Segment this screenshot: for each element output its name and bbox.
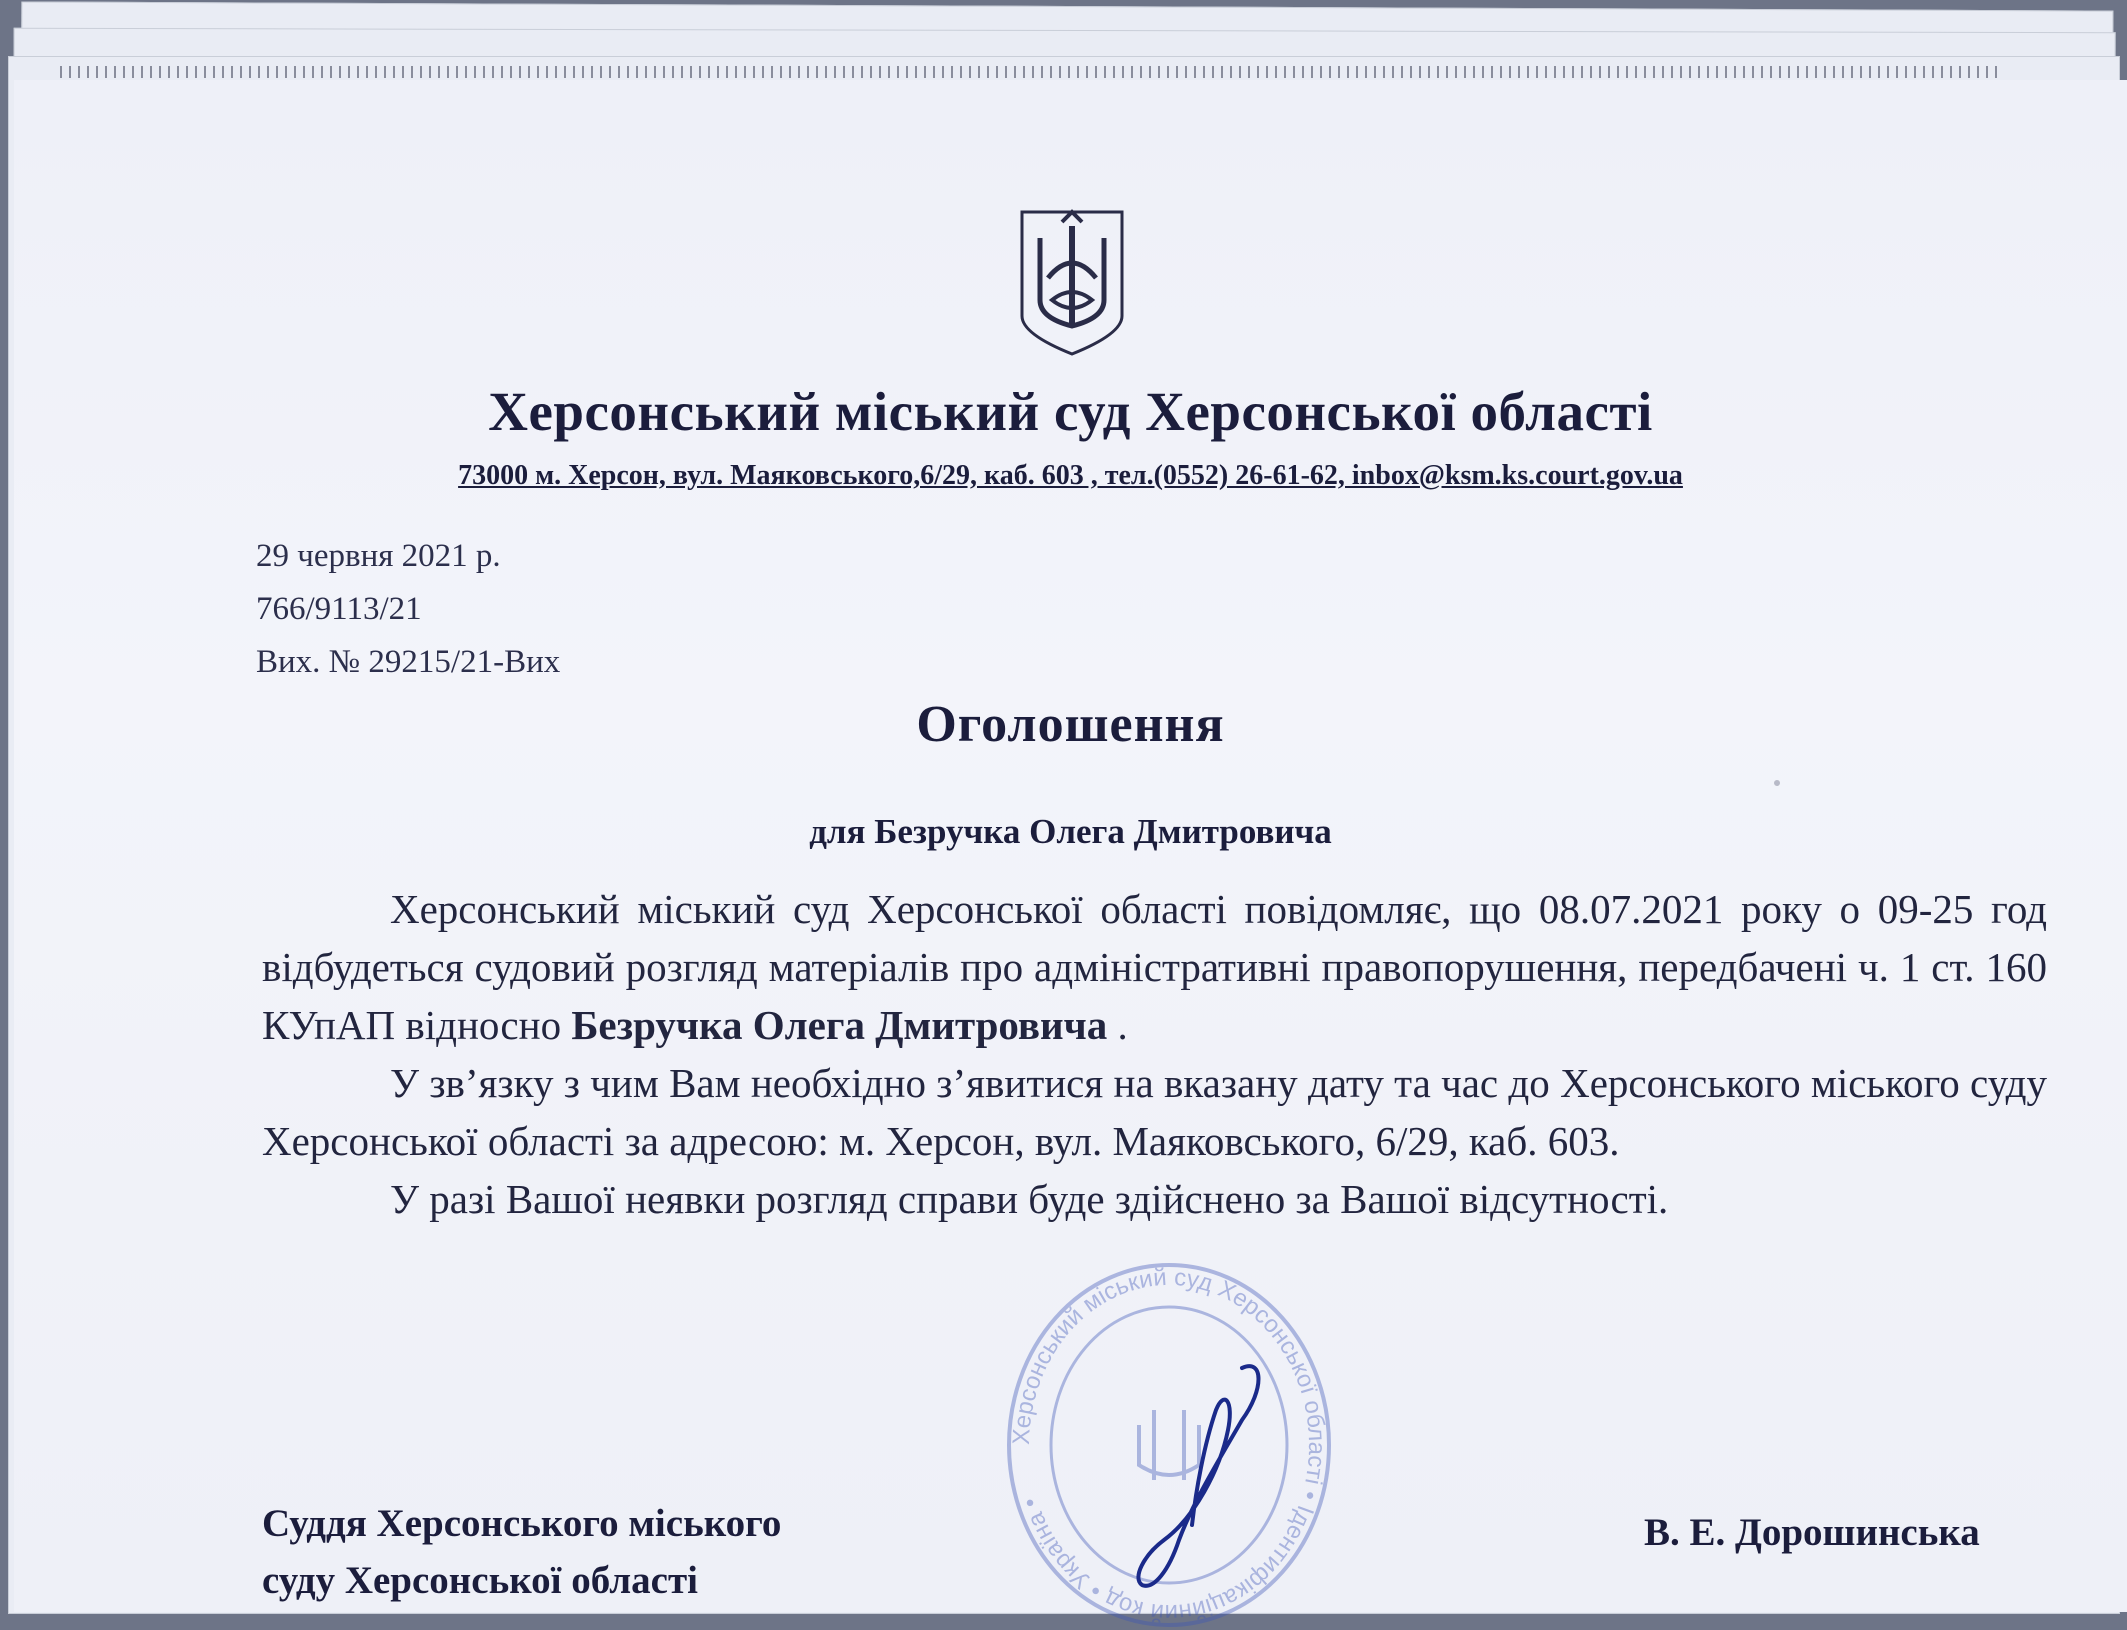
document-title: Оголошення bbox=[916, 696, 1225, 753]
signer-position bbox=[262, 1495, 781, 1609]
paper-mark bbox=[1774, 780, 1780, 786]
stamp-ring-text: Херсонський міський суд Херсонської області • Ідентифікаційний код • Україна • bbox=[1007, 1263, 1331, 1627]
case-number: 766/9113/21 bbox=[256, 591, 422, 627]
trident-emblem-icon bbox=[1018, 208, 1126, 358]
court-address: 73000 м. Херсон, вул. Маяковського,6/29, каб. 603 , тел.(0552) 26-61-62, inbox@ksm.ks.court.gov.ua bbox=[458, 460, 1683, 491]
signer-position-line2: суду Херсонської області bbox=[262, 1559, 698, 1602]
paragraph-absence: У разі Вашої неявки розгляд справи буде здійснено за Вашої відсутності. bbox=[390, 1176, 1669, 1222]
paragraph-appearance: У зв’язку з чим Вам необхідно з’явитися на вказану дату та час до Херсонського міського суду Херсонської області за адресою: м. Херсон, вул. Маяковського, 6/29, каб. 603. bbox=[262, 1060, 2047, 1164]
defendant-name: Безручка Олега Дмитровича bbox=[571, 1002, 1108, 1048]
signer-name: В. Е. Дорошинська bbox=[1644, 1511, 1980, 1554]
handwritten-signature bbox=[1124, 1350, 1274, 1600]
document-meta bbox=[256, 530, 560, 689]
document-date: 29 червня 2021 р. bbox=[256, 538, 501, 574]
addressee: для Безручка Олега Дмитровича bbox=[809, 812, 1332, 851]
paragraph-hearing-text: Херсонський міський суд Херсонської області повідомляє, що 08.07.2021 року о 09-25 год відбудеться судовий розгляд матеріалів про адміністративні правопорушення, передбачені ч. 1 ст. 160 КУпАП відносно bbox=[262, 886, 2047, 1048]
print-edge-line bbox=[60, 66, 2000, 78]
court-name: Херсонський міський суд Херсонської області bbox=[488, 381, 1653, 442]
signer-position-line1: Суддя Херсонського міського bbox=[262, 1502, 782, 1545]
paragraph-hearing bbox=[262, 880, 2047, 1054]
paragraph-hearing-end: . bbox=[1107, 1002, 1128, 1048]
outgoing-number: Вих. № 29215/21-Вих bbox=[256, 644, 561, 680]
document-page bbox=[14, 80, 2127, 1627]
notice-body bbox=[262, 880, 2047, 1228]
